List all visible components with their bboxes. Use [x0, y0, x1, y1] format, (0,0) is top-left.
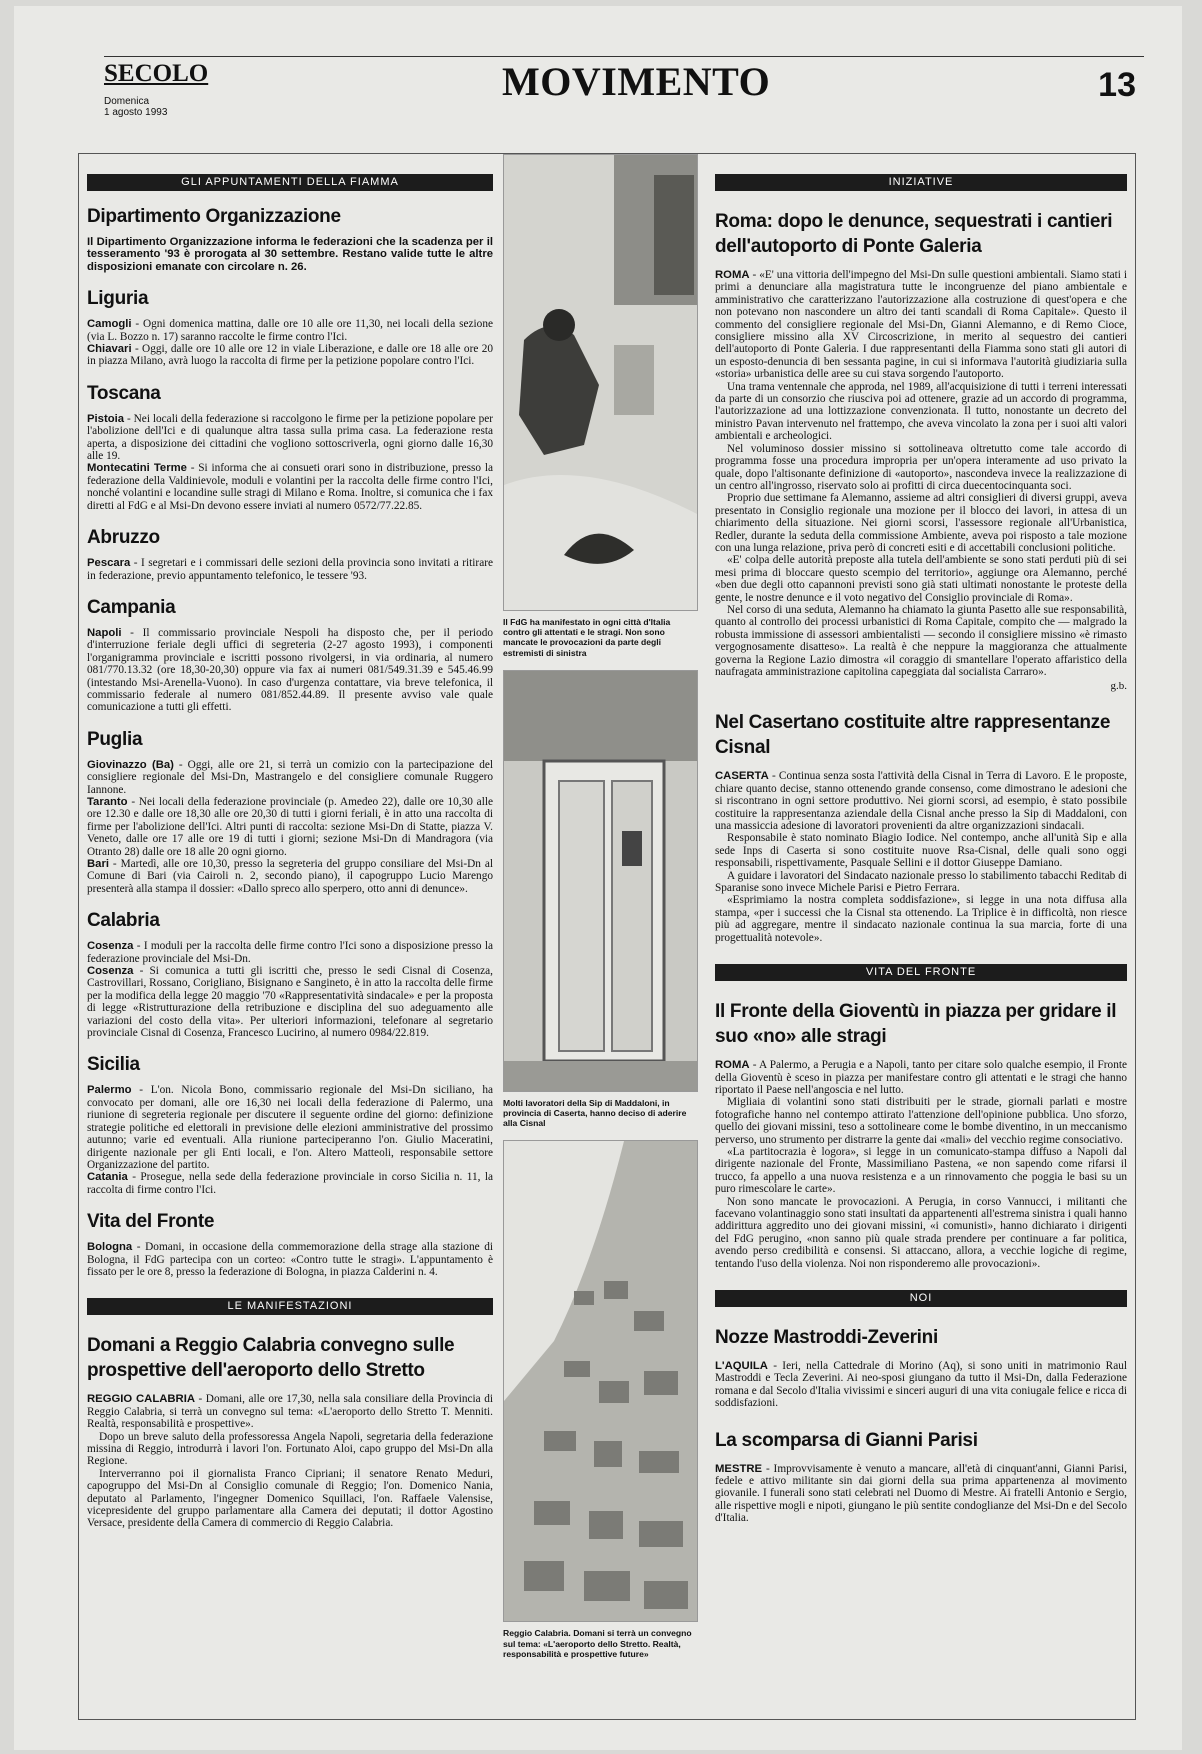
para-body: - Oggi, alle ore 21, si terrà un comizio con la partecipazione del consigliere regionale del Msi-Dn, Mastrangelo e del consigliere comunale Ruggero Iannone.: [87, 758, 493, 796]
para-body: - Il commissario provinciale Nespoli ha disposto che, per il periodo d'interruzione feriale degli uffici di segreteria (2-27 agosto 1993), i componenti l'organigramma provinciale e iscritti possono rivolgersi, in via ordinaria, al numero 081/770.13.32 (ore 18,30-20,30) oppure via fax ai numeri 081/549.31.39 e 545.46.99 (intestando Msi-Arenella-Vuono). In caso d'urgenza contattare, via breve telefonica, il commissario federale al numero 081/852.44.89. Il presente avviso vale quale comunicazione a tutti gli effetti.: [87, 626, 493, 714]
para-body: - Nei locali della federazione si raccolgono le firme per la petizione popolare per l'abolizione dell'Ici e di qualunque altra tassa sulla prima casa. La federazione resta aperta, a disposizione dei cittadini che vogliono sottoscriverla, ogni giorno dalle 16,30 alle 19.: [87, 412, 493, 463]
para-body: - Domani, in occasione della commemorazione della strage alla stazione di Bologna, il FdG partecipa con un corteo: «Contro tutte le stragi». L'appuntamento è fissato per le ore 8, presso la federazione di Bologna, in piazza Calderini n. 4.: [87, 1241, 493, 1278]
caption-reggio: Reggio Calabria. Domani si terrà un convegno sul tema: «L'aeroporto dello Stretto. Realtà, responsabilità e prospettive future»: [503, 1628, 692, 1659]
para-lead: Pescara: [87, 557, 131, 570]
paragraph: [715, 770, 1127, 832]
para-lead: Taranto: [87, 795, 128, 808]
paragraph: Non sono mancate le provocazioni. A Perugia, in corso Vannucci, i militanti che facevano volantinaggio sono stati insultati da appartenenti all'estrema sinistra i quali hanno addirittura aggredito uno dei giovani missini, «i comunisti», hanno dichiarato i dirigenti del FdG perugino, «non sanno più quale strada prendere per continuare a far politica, avendo perso credibilità e consensi. Si attaccano, allora, a vecchie logiche di regime, tentando l'uso della violenza. Noi non risponderemo alle provocazioni».: [715, 1195, 1127, 1270]
paragraph: [715, 1360, 1127, 1410]
para-body: - Prosegue, nella sede della federazione provinciale in corso Sicilia n. 11, la raccolta di firme contro l'Ici.: [87, 1171, 493, 1196]
paragraph: [87, 413, 493, 463]
section-bar-noi: NOI: [715, 1290, 1127, 1307]
issue-date: [104, 96, 167, 118]
para-body: - Continua senza sosta l'attività della Cisnal in Terra di Lavoro. E le proposte, chiare quanto decise, stanno ottenendo grande consenso, come dimostrano le adesioni che si riscontrano in ogni settore produttivo. Nei giorni scorsi, ad esempio, è stato possibile costituire la rappresentanza aziendale della Cisnal anche presso la Sip di Maddaloni, con una massiccia adesione di lavoratori provenienti da altre organizzazioni sindacali.: [715, 770, 1127, 833]
para-lead: Chiavari: [87, 343, 132, 356]
left-column: [87, 154, 493, 1530]
para-body: - Nei locali della federazione provinciale (p. Amedeo 22), dalle ore 10,30 alle ore 12.30 e dalle ore 18,30 alle ore 20,30 di tutti i giorni feriali, è in atto una raccolta di firme per l'abolizione dell'Ici. Altri punti di raccolta: sezione Msi-Dn di Statte, piazza V. Veneto, dalle ore 17 alle ore 19 di tutti i giorni; sezione Msi-Dn di Mandragora (via Otranto 28) dalle ore 18 alle 20 ogni giorno.: [87, 795, 493, 858]
caption-fdg: Il FdG ha manifestato in ogni città d'Italia contro gli attentati e le stragi. Non sono mancate le provocazioni da parte degli estremisti di sinistra: [503, 617, 671, 658]
photo-militant-poster: [503, 154, 698, 611]
para-lead: CASERTA: [715, 770, 769, 783]
section-bar-manifestazioni: LE MANIFESTAZIONI: [87, 1298, 493, 1315]
paragraph: [87, 343, 493, 368]
paragraph: «Esprimiamo la nostra completa soddisfazione», si legge in una nota diffusa alla stampa, «per i successi che la Cisnal sta ottenendo. La Triplice è in difficoltà, non riesce più ad aggregare, mentre il sindacato nazionale continua la sua marcia, forte di una progettualità notevole».: [715, 894, 1127, 944]
masthead: [104, 56, 1144, 126]
newspaper-brand: SECOLO: [104, 60, 209, 87]
paragraph: [87, 940, 493, 965]
paragraph: Proprio due settimane fa Alemanno, assieme ad altri consiglieri di diversi gruppi, aveva presentato in Consiglio regionale una mozione per il blocco dei lavori, in attesa di un chiarimento della situazione. Nei giorni scorsi, l'assessore regionale all'Urbanistica, Redler, durante la seduta della commissione Ambiente, aveva poi risposto a tale mozione con una lunga relazione, priva però di concreti esiti e di accettabili conclusioni politiche.: [715, 492, 1127, 554]
para-body: - Si informa che ai consueti orari sono in distribuzione, presso la federazione della Valdinievole, moduli e volantini per la raccolta delle firme contro l'Ici, nonché volantini e locandine sulle stragi di Milano e Roma. Inoltre, si comunica che i fax diretti al FdG e al Msi-Dn devono essere inviati al numero 0572/77.22.85.: [87, 462, 493, 512]
paragraph: [87, 318, 493, 343]
para-body: - Ieri, nella Cattedrale di Morino (Aq), si sono uniti in matrimonio Raul Mastroddi e Tecla Zeverini. Ai neo-sposi giungano da tutto il Msi-Dn, dalla Federazione romana e dal Secolo d'Italia vivissimi e sinceri auguri di una vita coniugale felice e ricca di soddisfazioni.: [715, 1360, 1127, 1410]
para-body: Il Dipartimento Organizzazione informa le federazioni che la scadenza per il tesseramento '93 è prorogata al 30 settembre. Restano valide tutte le altre disposizioni emanate con circolare n. 26.: [87, 236, 493, 273]
paragraph-dipartimento: [87, 236, 493, 273]
heading-puglia: Puglia: [87, 728, 143, 750]
paragraph: A guidare i lavoratori del Sindacato nazionale presso lo stabilimento tabacchi Reditab di Sparanise sono invece Michele Parisi e Pietro Ferrara.: [715, 869, 1127, 895]
para-body: - A Palermo, a Perugia e a Napoli, tanto per citare solo qualche esempio, il Fronte della Gioventù è sceso in piazza per manifestare contro gli attentati e le stragi che hanno riportato il Paese nell'angoscia e nel lutto.: [715, 1059, 1127, 1096]
section-bar-iniziative: INIZIATIVE: [715, 174, 1127, 191]
issue-full-date: 1 agosto 1993: [104, 107, 168, 118]
para-lead: Pistoia: [87, 412, 125, 425]
heading-sicilia: Sicilia: [87, 1054, 140, 1076]
paragraph: [87, 965, 493, 1039]
paragraph: Dopo un breve saluto della professoressa Angela Napoli, segretaria della federazione missina di Reggio, introdurrà i lavori l'on. Fortunato Aloi, capo gruppo del Msi-Dn alla Regione.: [87, 1430, 493, 1468]
para-body: - Domani, alle ore 17,30, nella sala consiliare della Provincia di Reggio Calabria, si terrà un convegno sul tema: «L'aeroporto dello Stretto T. Menniti. Realtà, responsabilità e prospettive».: [87, 1393, 493, 1431]
paragraph: [87, 1084, 493, 1171]
heading-casertano-cisnal: Nel Casertano costituite altre rappresentanze Cisnal: [715, 712, 1111, 759]
heading-roma-sequestro: Roma: dopo le denunce, sequestrati i cantieri dell'autoporto di Ponte Galeria: [715, 211, 1113, 257]
paragraph: [87, 1171, 493, 1196]
photo-phone-booth-graphic: [504, 671, 698, 1091]
paragraph: Una trama ventennale che approda, nel 1989, all'acquisizione di tutti i terreni interessati da parte di un consorzio che riusciva poi ad ottenere, grazie ad un accordo di programma, l'autorizzazione ad una lottizzazione convenzionata. Il tutto, nonostante un decreto del ministro Pavan intervenuto nel frattempo, che aveva vincolato la zona per i suoi alti valori ambientali e archeologici.: [715, 380, 1127, 443]
para-lead: Bari: [87, 858, 109, 870]
paragraph: [87, 462, 493, 512]
para-lead: Camogli: [87, 318, 132, 331]
heading-liguria: Liguria: [87, 288, 149, 310]
para-body: - Oggi, dalle ore 10 alle ore 12 in viale Liberazione, e dalle ore 18 alle ore 20 in piazza Milano, avrà luogo la raccolta di firme per la petizione popolare contro l'Ici.: [87, 343, 493, 368]
paragraph: Interverranno poi il giornalista Franco Cipriani; il senatore Renato Meduri, capogruppo del Msi-Dn al Consiglio comunale di Reggio; l'on. Domenico Nania, deputato al Parlamento, l'ingegner Domenico Squillaci, l'on. Raffaele Valensise, vicepresidente del gruppo parlamentare alla Camera dei deputati; il dottor Agostino Versace, presidente della Camera di commercio di Reggio Calabria.: [87, 1467, 493, 1530]
para-lead: L'AQUILA: [715, 1360, 768, 1372]
photo-reggio-aerial: [503, 1140, 698, 1622]
paragraph: [715, 1463, 1127, 1525]
heading-toscana: Toscana: [87, 382, 161, 404]
heading-reggio-convegno: Domani a Reggio Calabria convegno sulle prospettive dell'aeroporto dello Stretto: [87, 1335, 455, 1382]
para-lead: MESTRE: [715, 1462, 763, 1475]
paragraph: [87, 557, 493, 582]
para-lead: Giovinazzo (Ba): [87, 758, 174, 771]
section-bar-appuntamenti: GLI APPUNTAMENTI DELLA FIAMMA: [87, 174, 493, 191]
paragraph: «E' colpa delle autorità preposte alla tutela dell'ambiente se sono stati perduti più di sei mesi prima di bloccare questo scempio del territorio», aggiunge ora Alemanno, perché «ben due degli otto capannoni previsti sono già stati ultimati nonostante le proteste della gente, le nostre denunce e il voto negativo del Consiglio provinciale di Roma».: [715, 554, 1127, 604]
para-lead: Cosenza: [87, 965, 134, 978]
content-frame: [78, 153, 1136, 1720]
issue-day: Domenica: [104, 96, 150, 107]
caption-sip: Molti lavoratori della Sip di Maddaloni, in provincia di Caserta, hanno deciso di aderire alla Cisnal: [503, 1097, 687, 1129]
paragraph: [87, 1241, 493, 1278]
paragraph: [87, 759, 493, 796]
para-lead: ROMA: [715, 1059, 750, 1072]
para-body: - I segretari e i commissari delle sezioni della provincia sono invitati a ritirare in federazione, previo appuntamento telefonico, le tessere '93.: [87, 557, 493, 582]
paragraph: Responsabile è stato nominato Biagio Iodice. Nel contempo, anche all'unità Sip e alla sede Inps di Caserta si sono costituite nuove Rsa-Cisnal, delle quali sono oggi responsabili, rispettivamente, Pasquale Sellini e il dottor Giuseppe Damiano.: [715, 832, 1127, 870]
para-lead: REGGIO CALABRIA: [87, 1393, 196, 1406]
author-signature: g.b.: [1110, 680, 1127, 693]
para-body: - Improvvisamente è venuto a mancare, all'età di cinquant'anni, Gianni Parisi, fedele e attivo militante sin dai giorni della sua prima appartenenza al movimento giovanile. I funerali sono stati celebrati nel Duomo di Mestre. Ai fratelli Antonio e Sergio, alle rispettive mogli e nipoti, giungano le più sentite condoglianze del Msi-Dn e del Secolo d'Italia.: [715, 1462, 1127, 1525]
para-body: - Martedì, alle ore 10,30, presso la segreteria del gruppo consiliare del Msi-Dn al Comune di Bari (via Cairoli n. 2, secondo piano), il capogruppo Lucio Marengo presenterà alla stampa il dossier: «Dallo spreco allo sperpero, otto anni di denunce».: [87, 858, 493, 895]
heading-scomparsa-parisi: La scomparsa di Gianni Parisi: [715, 1429, 978, 1451]
heading-abruzzo: Abruzzo: [87, 527, 160, 549]
heading-campania: Campania: [87, 596, 176, 618]
masthead-rule: [104, 56, 1144, 57]
right-column: [715, 154, 1127, 1525]
paragraph: Nel voluminoso dossier missino si sottolineava oltretutto come tale accordo di programma fosse una procedura impropria per un'opera interamente ad uso privato la quale, dopo l'altisonante definizione di «autoporto», nascondeva invece la realizzazione di un centro all'ingrosso, riservato solo ai profitti di circa duecentocinquanta soci.: [715, 442, 1127, 492]
para-lead: Palermo: [87, 1084, 132, 1097]
photo-reggio-graphic: [504, 1141, 698, 1621]
paragraph: Migliaia di volantini sono stati distribuiti per le strade, giornali parlati e mostre fotografiche hanno nel contempo attirato l'attenzione dell'opinione pubblica. Uno sforzo, quello dei giovani missini, teso a sottolineare come le bombe diventino, in un meccanismo perverso, uno strumento per distrarre la gente dai «mali» del vecchio regime consociativo.: [715, 1096, 1127, 1146]
paragraph: [87, 796, 493, 858]
para-lead: ROMA: [715, 269, 750, 281]
para-body: - L'on. Nicola Bono, commissario regionale del Msi-Dn siciliano, ha convocato per domani, alle ore 16,30 nei locali della federazione di Palermo, una riunione di segreteria regionale per discutere il seguente ordine del giorno: definizione strategie politiche ed elettorali in previsione delle elezioni amministrative del prossimo autunno; varie ed eventuali. Alla riunione parteciperanno l'on. Giulio Maceratini, dirigente nazionale per gli Enti locali, e l'on. Altero Matteoli, responsabile settore Organizzazione del partito.: [87, 1084, 493, 1171]
paragraph: Nel corso di una seduta, Alemanno ha chiamato la giunta Pasetto alle sue responsabilità, quanto al controllo dei processi urbanistici di Roma Capitale, compito che — malgrado la robusta immissione di assessori ambientalisti — secondo il consigliere missino «è rimasto vergognosamente disatteso». La realtà è che neppure la maggioranza che attualmente governa la Regione Lazio dimostra «il coraggio di smantellare l'operato affaristico della naufragata amministrazione capitolina capeggiata dal socialista Carraro».: [715, 603, 1127, 678]
para-body: - I moduli per la raccolta delle firme contro l'Ici sono a disposizione presso la federazione provinciale del Msi-Dn.: [87, 940, 493, 965]
para-lead: Catania: [87, 1171, 128, 1184]
para-body: - Ogni domenica mattina, dalle ore 10 alle ore 11,30, nei locali della sezione (via L. Bozzo n. 17) saranno raccolte le firme contro l'Ici.: [87, 318, 493, 343]
section-bar-vita-del-fronte: VITA DEL FRONTE: [715, 964, 1127, 981]
para-lead: Napoli: [87, 626, 122, 639]
photo-phone-booth: [503, 670, 698, 1092]
heading-fronte-gioventu: Il Fronte della Gioventù in piazza per gridare il suo «no» alle stragi: [715, 1001, 1117, 1048]
heading-calabria: Calabria: [87, 910, 160, 932]
para-body: - Si comunica a tutti gli iscritti che, presso le sedi Cisnal di Cosenza, Castrovillari, Rossano, Corigliano, Bisignano e Sangineto, è in atto la raccolta delle firme per la modifica della legge 20 maggio '70 «Rappresentatività sindacale» e per la proposta di legge «Ristrutturazione della retribuzione e disciplina del suo adeguamento alle variazioni del costo della vita». Per ulteriori informazioni, telefonare al segretario provinciale Cisnal di Cosenza, Francesco Lucirino, al numero 0984/22.819.: [87, 965, 493, 1040]
paragraph: [715, 1059, 1127, 1096]
heading-dipartimento: Dipartimento Organizzazione: [87, 206, 341, 227]
heading-vita-del-fronte: Vita del Fronte: [87, 1211, 215, 1233]
para-body: - «E' una vittoria dell'impegno del Msi-Dn sulle questioni ambientali. Siamo stati i primi a denunciare alla magistratura tutte le incongruenze del piano ambientale e amministrativo che caratterizzano l'autorizzazione alla costruzione di quest'opera e che non potevano non nascondere un altro dei tanti scandali di Roma Capitale». Questo il commento del consigliere regionale del Msi-Dn, Gianni Alemanno, e di Remo Cioce, consigliere missino alla XV Circoscrizione, in merito al sequestro dei cantieri dell'autoporto di Ponte Galeria. I due rappresentanti della Fiamma sono stati gli autori di un esposto-denuncia di ben sessanta pagine, in cui si informava l'autorità giudiziaria sulla «storia» urbanistica delle aree su cui stava sorgendo l'autoporto.: [715, 269, 1127, 381]
para-lead: Cosenza: [87, 940, 134, 953]
section-title: MOVIMENTO: [502, 59, 771, 104]
paragraph: [87, 627, 493, 714]
page-number: 13: [1098, 66, 1136, 104]
heading-nozze: Nozze Mastroddi-Zeverini: [715, 1327, 938, 1348]
middle-column: [503, 154, 698, 1671]
paragraph: [87, 858, 493, 895]
photo-militant-graphic: [504, 155, 698, 610]
paragraph: [715, 269, 1127, 381]
para-lead: Bologna: [87, 1241, 133, 1254]
paragraph: [87, 1393, 493, 1430]
para-lead: Montecatini Terme: [87, 462, 187, 475]
paragraph: «La partitocrazia è logora», si legge in un comunicato-stampa diffuso a Napoli dal dirigente nazionale del Fronte, Massimiliano Pastena, «e non sapendo come rifarsi il trucco, fa appello a una nuova resistenza e a un rinnovamento che poggia le basi su un puro rimescolare le carte».: [715, 1145, 1127, 1196]
